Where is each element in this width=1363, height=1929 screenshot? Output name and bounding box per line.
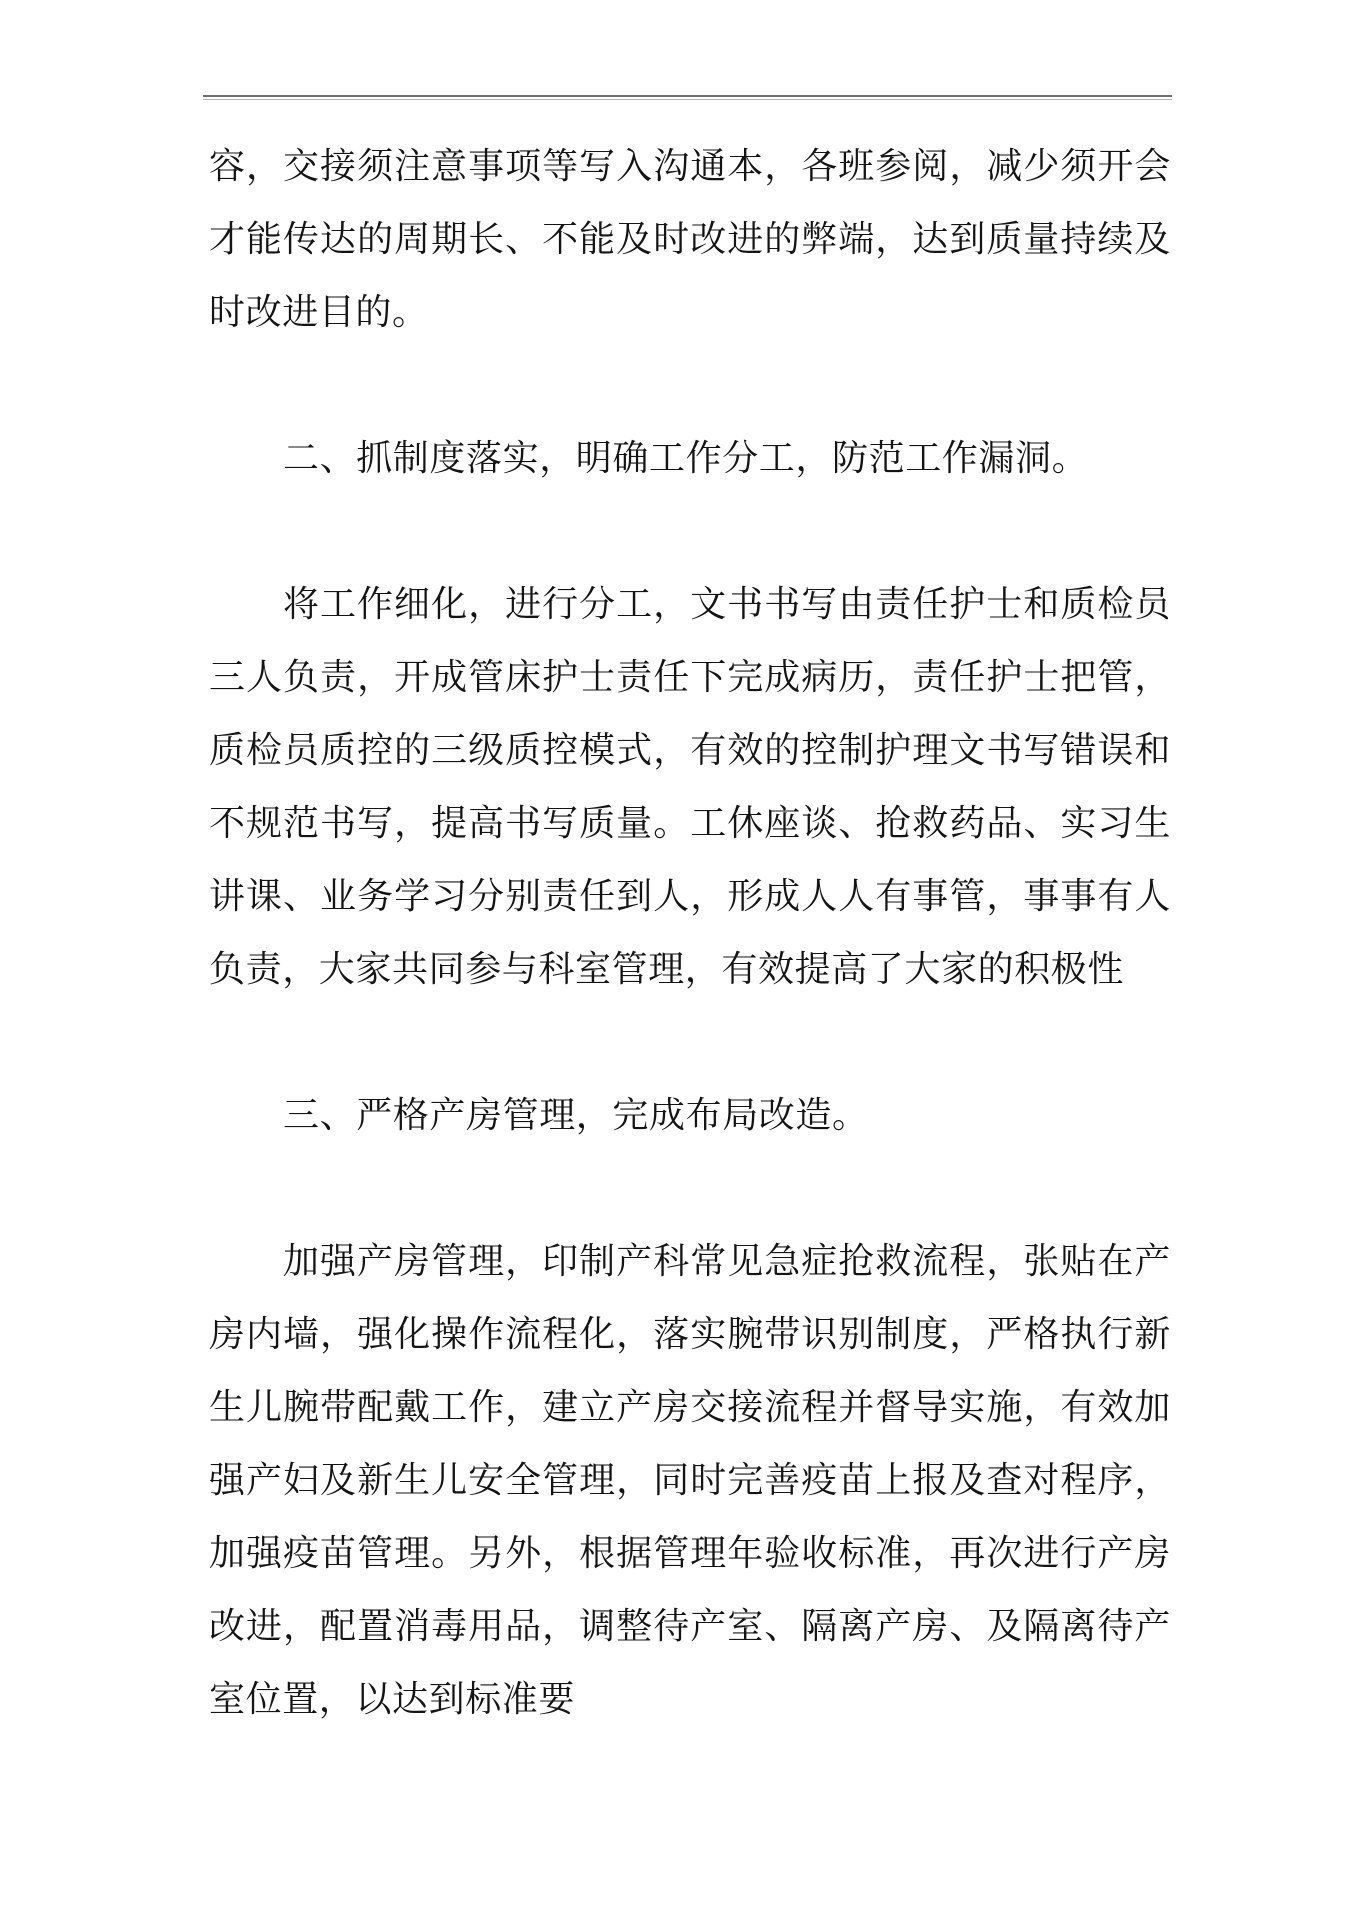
paragraph-section-3: 加强产房管理，印制产科常见急症抢救流程，张贴在产房内墙，强化操作流程化，落实腕带识别制度，严格执行新生儿腕带配戴工作，建立产房交接流程并督导实施，有效加强产妇及新生儿安全管理，同时完善疫苗上报及查对程序，加强疫苗管理。另外，根据管理年验收标准，再次进行产房改进，配置消毒用品，调整待产室、隔离产房、及隔离待产室位置，以达到标准要 [209,1241,1171,1720]
document-body [209,130,1171,1736]
header-rule [203,95,1172,100]
section-heading-3: 三、严格产房管理，完成布局改造。 [283,1095,869,1136]
section-heading-2: 二、抓制度落实，明确工作分工，防范工作漏洞。 [283,438,1089,479]
paragraph-continuation: 容，交接须注意事项等写入沟通本，各班参阅，减少须开会才能传达的周期长、不能及时改进的弊端，达到质量持续及时改进目的。 [209,146,1171,333]
paragraph-section-2: 将工作细化，进行分工，文书书写由责任护士和质检员三人负责，开成管床护士责任下完成病历，责任护士把管，质检员质控的三级质控模式，有效的控制护理文书写错误和不规范书写，提高书写质量。工休座谈、抢救药品、实习生讲课、业务学习分别责任到人，形成人人有事管，事事有人负责，大家共同参与科室管理，有效提高了大家的积极性 [209,584,1171,990]
